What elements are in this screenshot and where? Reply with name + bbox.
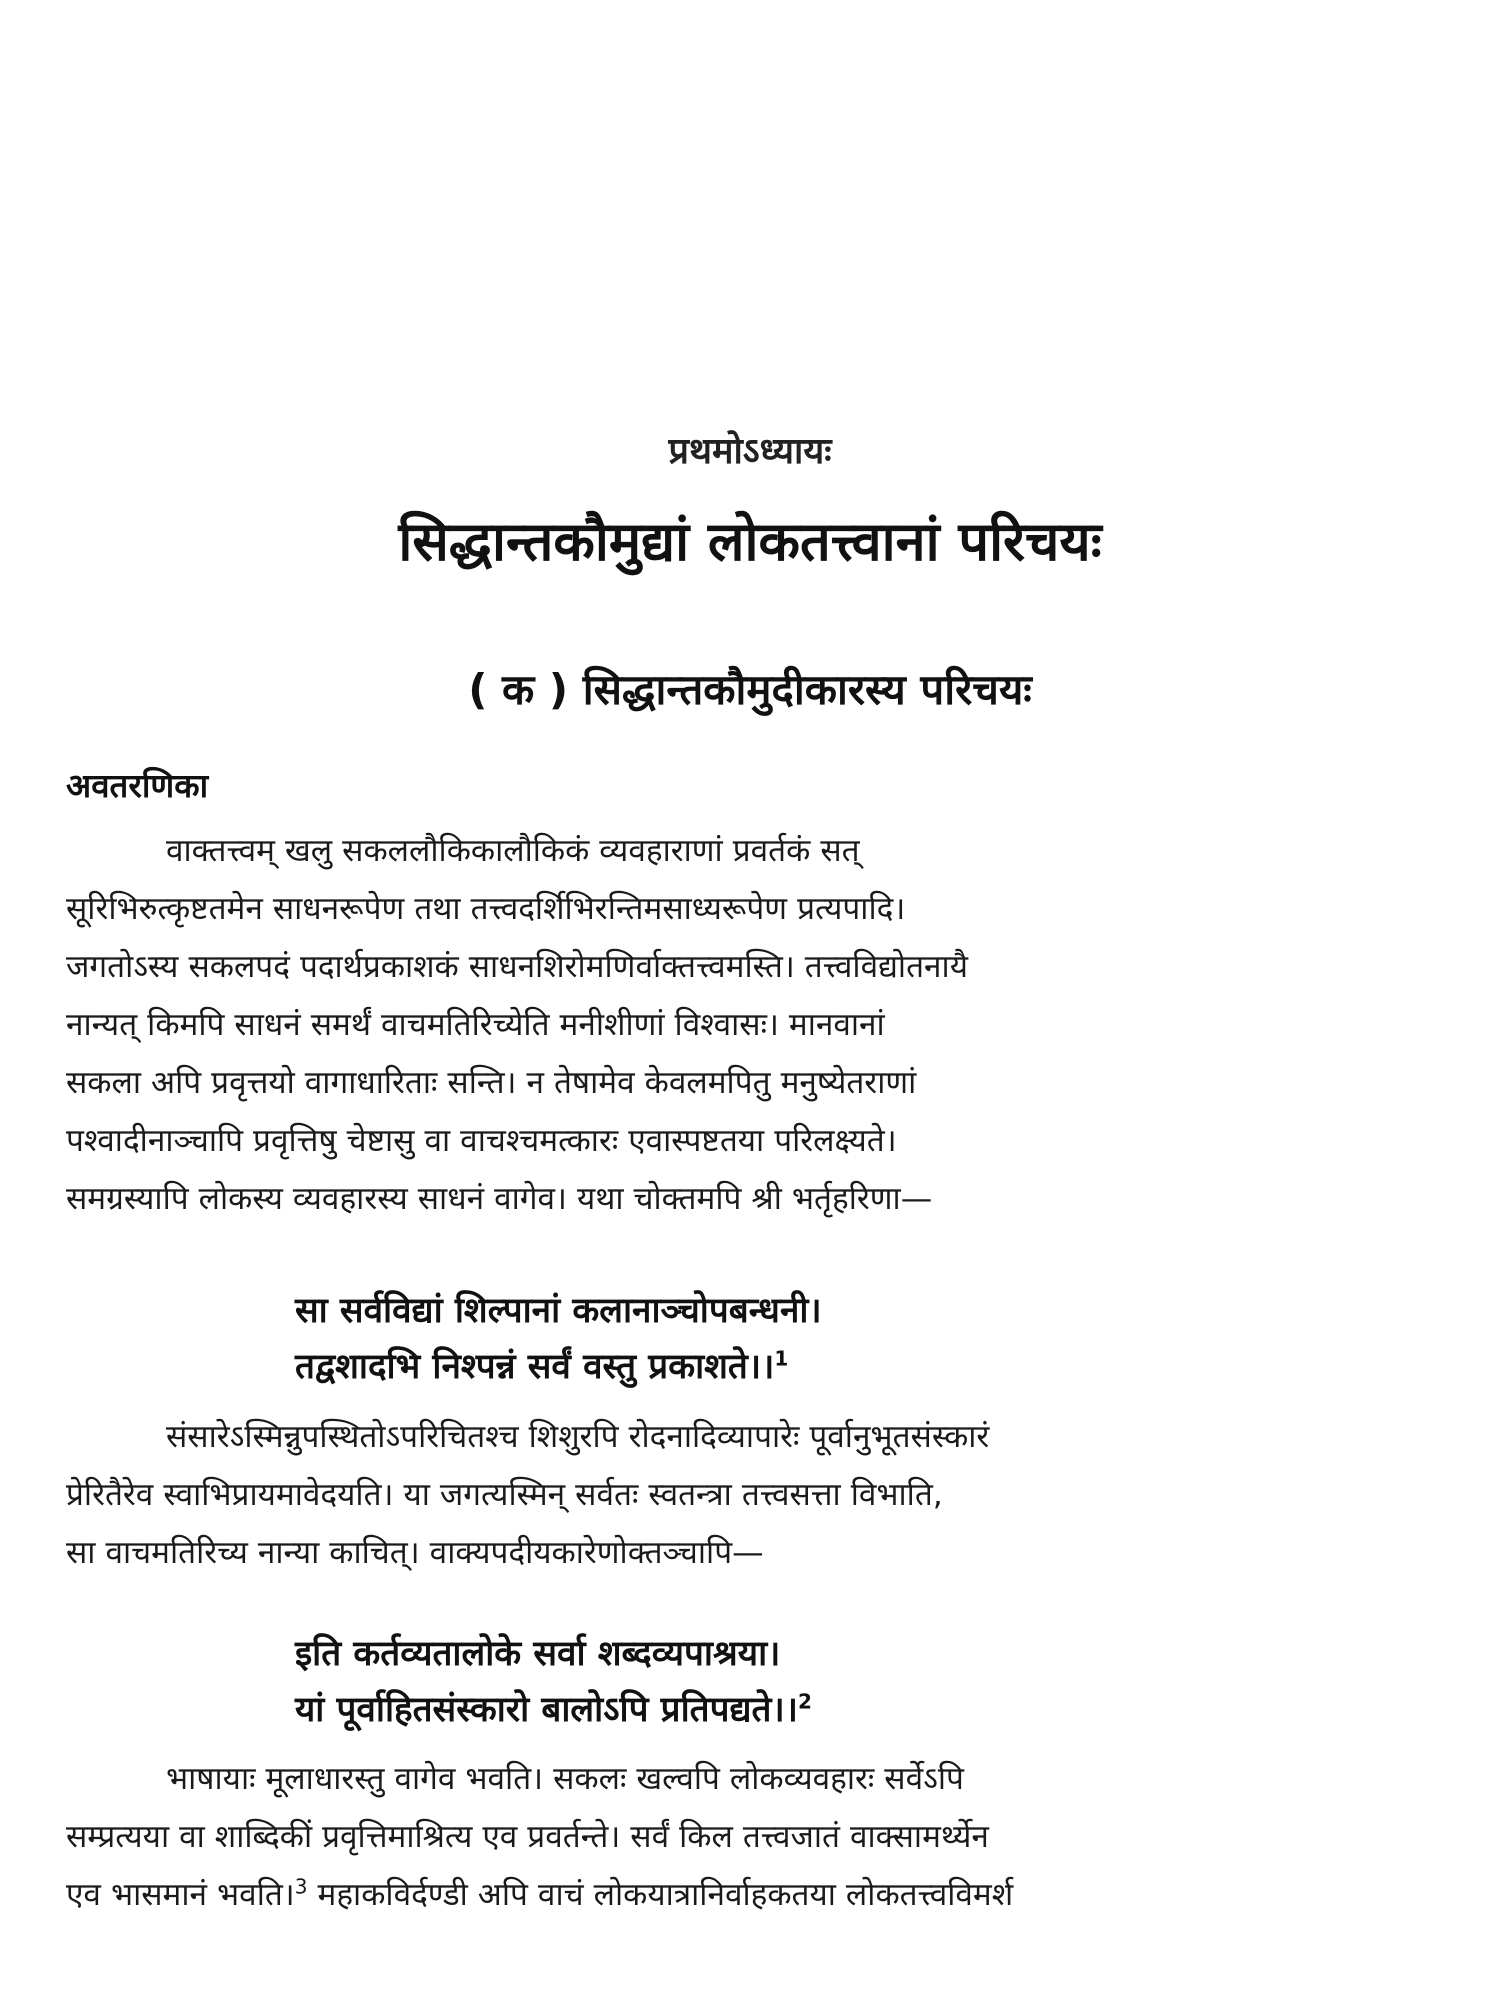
paragraph-line: संसारेऽस्मिन्नुपस्थितोऽपरिचितश्च शिशुरपि रोदनादिव्यापारेः पूर्वानुभूतसंस्कारं	[166, 1419, 990, 1455]
verse-line	[295, 1682, 812, 1738]
paragraph-line: वाक्तत्त्वम् खलु सकललौकिकालौकिकं व्यवहाराणां प्रवर्तकं सत्	[166, 833, 860, 869]
paragraph-line: भाषायाः मूलाधारस्तु वागेव भवति। सकलः खल्वपि लोकव्यवहारः सर्वेऽपि	[166, 1761, 964, 1797]
paragraph-line: जगतोऽस्य सकलपदं पदार्थप्रकाशकं साधनशिरोमणिर्वाक्तत्त्वमस्ति। तत्त्वविद्योतनायै	[66, 949, 968, 985]
verse-line-text: यां पूर्वाहितसंस्कारो बालोऽपि प्रतिपद्यते।।	[295, 1690, 799, 1730]
paragraph-line: पश्वादीनाञ्चापि प्रवृत्तिषु चेष्टासु वा वाचश्चमत्कारः एवास्पष्टतया परिलक्ष्यते।	[66, 1123, 897, 1159]
paragraph-line: समग्रस्यापि लोकस्य व्यवहारस्य साधनं वागेव। यथा चोक्तमपि श्री भर्तृहरिणा—	[66, 1181, 933, 1217]
section-heading: ( क ) सिद्धान्तकौमुदीकारस्य परिचयः	[468, 665, 1032, 714]
verse-2	[295, 1626, 812, 1738]
paragraph-line: सम्प्रत्यया वा शाब्दिकीं प्रवृत्तिमाश्रित्य एव प्रवर्तन्ते। सर्वं किल तत्त्वजातं वाक्सामर्थ्येन	[66, 1819, 989, 1855]
paragraph-line-end: महाकविर्दण्डी अपि वाचं लोकयात्रानिर्वाहकतया लोकतत्त्वविमर्श	[307, 1877, 1014, 1913]
verse-1	[295, 1283, 822, 1395]
paragraph-line	[66, 1866, 1436, 1924]
chapter-heading: प्रथमोऽध्यायः	[668, 431, 832, 472]
page-title: सिद्धान्तकौमुद्यां लोकतत्त्वानां परिचयः	[398, 510, 1102, 573]
footnote-marker: 2	[798, 1689, 812, 1714]
paragraph-2	[66, 1408, 1436, 1582]
paragraph-line: प्रेरितैरेव स्वाभिप्रायमावेदयति। या जगत्यस्मिन् सर्वतः स्वतन्त्रा तत्त्वसत्ता विभाति,	[66, 1477, 943, 1513]
paragraph-line-start: एव भासमानं भवति।	[66, 1877, 295, 1913]
paragraph-line: सूरिभिरुत्कृष्टतमेन साधनरूपेण तथा तत्त्वदर्शिभिरन्तिमसाध्यरूपेण प्रत्यपादि।	[66, 891, 906, 927]
verse-line: सा सर्वविद्यां शिल्पानां कलानाञ्चोपबन्धनी।	[295, 1291, 822, 1331]
footnote-marker: 1	[774, 1346, 789, 1371]
paragraph-line: सकला अपि प्रवृत्तयो वागाधारिताः सन्ति। न तेषामेव केवलमपितु मनुष्येतराणां	[66, 1065, 917, 1101]
paragraph-3	[66, 1750, 1436, 1924]
subheading-avataranika: अवतरणिका	[66, 766, 209, 805]
verse-line	[295, 1339, 822, 1395]
paragraph-line: सा वाचमतिरिच्य नान्या काचित्। वाक्यपदीयकारेणोक्तञ्चापि—	[66, 1535, 764, 1571]
paragraph-line: नान्यत् किमपि साधनं समर्थं वाचमतिरिच्येति मनीशीणां विश्वासः। मानवानां	[66, 1007, 885, 1043]
verse-line: इति कर्तव्यतालोके सर्वा शब्दव्यपाश्रया।	[295, 1634, 781, 1674]
verse-line-text: तद्वशादभि निश्पन्नं सर्वं वस्तु प्रकाशते।।	[295, 1347, 775, 1387]
footnote-marker: 3	[294, 1874, 308, 1899]
paragraph-1	[66, 822, 1436, 1228]
